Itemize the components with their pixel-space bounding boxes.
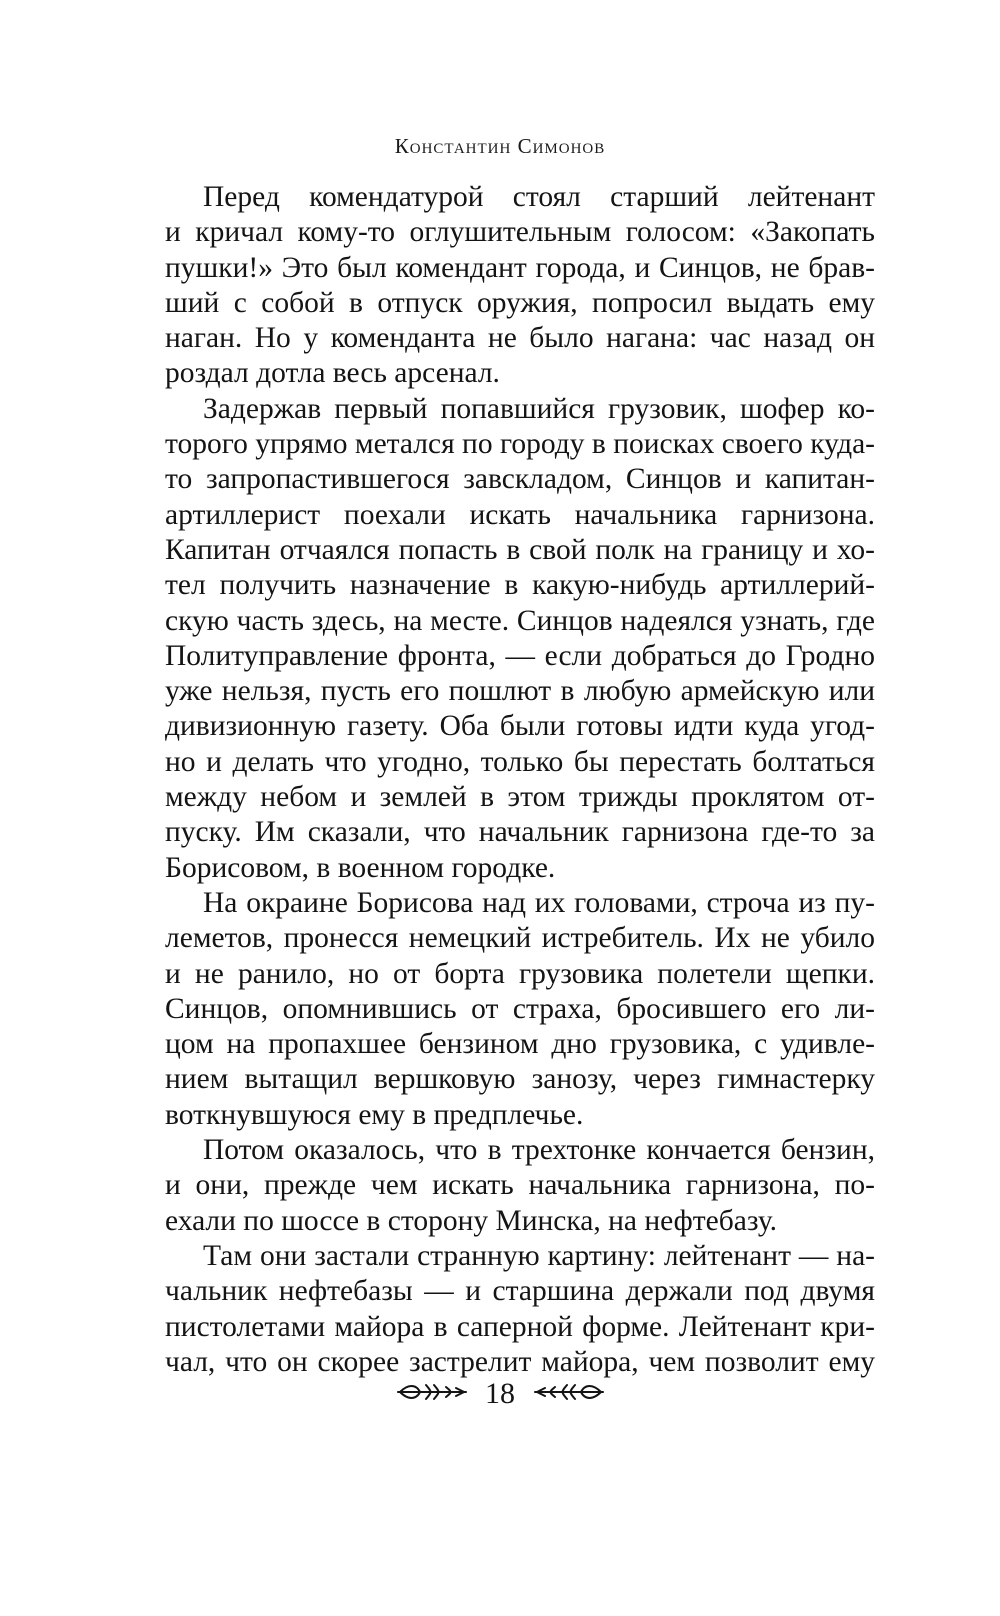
text-line: уже нельзя, пусть его пошлют в любую армейскую или	[165, 675, 875, 708]
text-line: ший с собой в отпуск оружия, попросил выдать ему	[165, 286, 875, 319]
text-line: то запропастившегося завскладом, Синцов и капитан-	[165, 463, 875, 496]
text-line: чальник нефтебазы — и старшина держали под двумя	[165, 1275, 875, 1308]
text-line: артиллерист поехали искать начальника гарнизона.	[165, 498, 875, 531]
text-line: Задержав первый попавшийся грузовик, шофер ко-	[203, 392, 875, 425]
paragraph	[165, 1133, 875, 1239]
paragraph	[165, 886, 875, 1133]
text-line: Перед комендатурой стоял старший лейтенант	[203, 181, 875, 213]
text-line: и кричал кому-то оглушительным голосом: «Закопать	[165, 216, 875, 249]
text-line: дивизионную газету. Оба были готовы идти куда угод-	[165, 710, 875, 743]
text-line: между небом и землей в этом трижды проклятом от-	[165, 781, 875, 814]
text-line: нием вытащил вершковую занозу, через гимнастерку	[165, 1063, 875, 1096]
paragraph	[165, 180, 875, 392]
ornament-right-icon	[533, 1377, 605, 1411]
text-line: пушки!» Это был комендант города, и Синцов, не брав-	[165, 251, 875, 284]
text-line: скую часть здесь, на месте. Синцов надеялся узнать, где	[165, 604, 875, 637]
page-footer	[0, 1375, 1000, 1411]
text-line: леметов, пронесся немецкий истребитель. Их не убило	[165, 922, 875, 955]
text-line: наган. Но у коменданта не было нагана: час назад он	[165, 322, 875, 355]
ornament-left-icon	[396, 1377, 468, 1411]
text-line: воткнувшуюся ему в предплечье.	[165, 1098, 584, 1131]
text-line: чал, что он скорее застрелит майора, чем позволит ему	[165, 1345, 875, 1378]
text-line: тел получить назначение в какую-нибудь артиллерий-	[165, 569, 875, 602]
body-text	[165, 180, 875, 1380]
text-line: Борисовом, в военном городке.	[165, 851, 556, 884]
text-line: торого упрямо метался по городу в поисках своего куда-	[165, 428, 875, 461]
text-line: На окраине Борисова над их головами, строча из пу-	[203, 886, 875, 919]
paragraph	[165, 1239, 875, 1380]
text-line: Потом оказалось, что в трехтонке кончается бензин,	[203, 1134, 875, 1167]
text-line: Капитан отчаялся попасть в свой полк на границу и хо-	[165, 533, 875, 566]
text-line: и не ранило, но от борта грузовика полетели щепки.	[165, 957, 875, 990]
text-line: Там они застали странную картину: лейтенант — на-	[203, 1239, 875, 1272]
text-line: пистолетами майора в саперной форме. Лейтенант кри-	[165, 1310, 875, 1343]
paragraph	[165, 392, 875, 886]
text-line: цом на пропахшее бензином дно грузовика, с удивле-	[165, 1028, 875, 1061]
text-line: Синцов, опомнившись от страха, бросившего его ли-	[165, 992, 875, 1025]
running-header: Константин Симонов	[394, 134, 606, 158]
text-line: пуску. Им сказали, что начальник гарнизона где-то за	[165, 816, 875, 849]
text-line: Политуправление фронта, — если добраться до Гродно	[165, 639, 875, 672]
text-line: роздал дотла весь арсенал.	[165, 357, 500, 390]
page-number: 18	[485, 1377, 515, 1411]
text-line: ехали по шоссе в сторону Минска, на нефтебазу.	[165, 1204, 778, 1237]
text-line: и они, прежде чем искать начальника гарнизона, по-	[165, 1169, 875, 1202]
text-line: но и делать что угодно, только бы перестать болтаться	[165, 745, 875, 778]
